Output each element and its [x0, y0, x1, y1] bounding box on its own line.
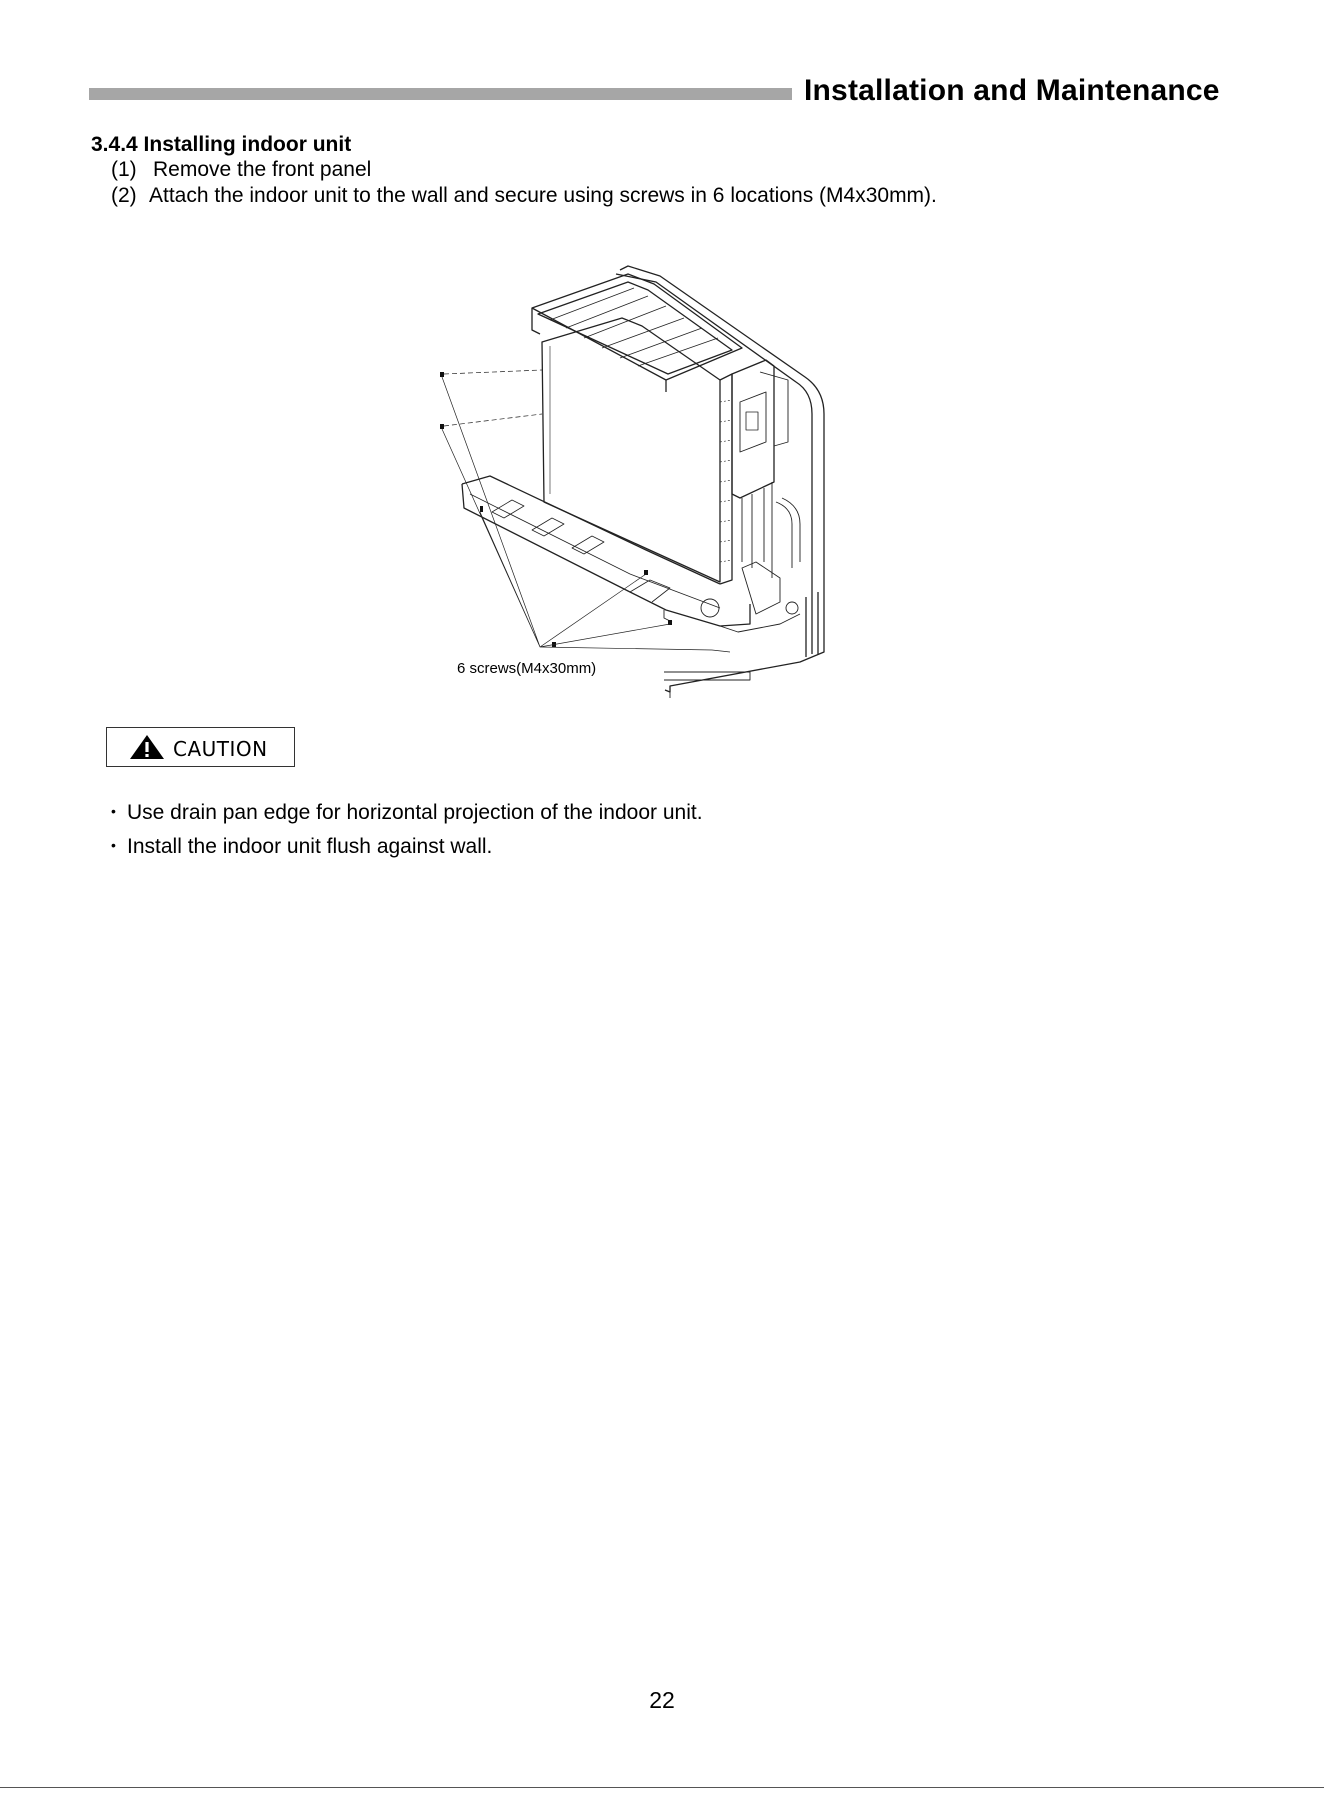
page-number: 22: [649, 1687, 675, 1713]
caution-box: [106, 727, 295, 767]
indoor-unit-figure: [420, 262, 840, 702]
bullet-icon: •: [111, 803, 116, 819]
figure-caption: 6 screws(M4x30mm): [457, 660, 597, 677]
step-number: (2): [111, 184, 137, 207]
caution-note-text: Use drain pan edge for horizontal projection of the indoor unit.: [127, 801, 703, 824]
header-bar: [89, 88, 792, 100]
bottom-divider: [0, 1787, 1324, 1788]
step-item: [111, 158, 371, 182]
step-number: (1): [111, 158, 137, 181]
step-text: Attach the indoor unit to the wall and secure using screws in 6 locations (M4x30mm).: [149, 184, 937, 207]
caution-note: [111, 835, 492, 859]
caution-note-text: Install the indoor unit flush against wall.: [127, 835, 493, 858]
warning-triangle-icon: [129, 734, 165, 765]
page-header-title: Installation and Maintenance: [804, 74, 1220, 107]
bullet-icon: •: [111, 837, 116, 853]
caution-label: CAUTION: [173, 737, 268, 761]
caution-note: [111, 801, 703, 825]
section-title: 3.4.4 Installing indoor unit: [91, 133, 352, 156]
indoor-unit-drawing: [420, 262, 840, 702]
step-item: [111, 184, 937, 208]
step-text: Remove the front panel: [153, 158, 372, 181]
